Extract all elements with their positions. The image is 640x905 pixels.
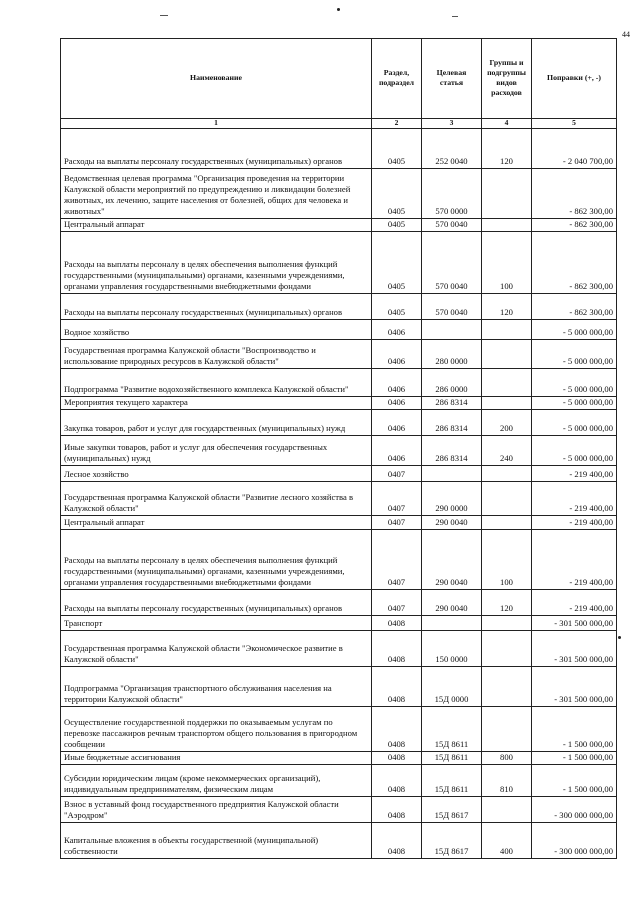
table-row	[61, 752, 617, 765]
header-groups: Группы и подгруппы видов расходов	[482, 39, 532, 119]
cell-name: Капитальные вложения в объекты государственной (муниципальной) собственности	[61, 823, 372, 859]
column-number: 3	[422, 119, 482, 129]
cell-group: 120	[482, 294, 532, 320]
cell-name: Государственная программа Калужской области "Экономическое развитие в Калужской области"	[61, 631, 372, 667]
cell-section: 0405	[372, 129, 422, 169]
cell-amount: - 1 500 000,00	[532, 765, 617, 797]
cell-name: Осуществление государственной поддержки по оказываемым услугам по перевозке пассажиров речным транспортом общего пользования в пригородном сообщении	[61, 707, 372, 752]
cell-amount: - 301 500 000,00	[532, 667, 617, 707]
cell-amount: - 5 000 000,00	[532, 397, 617, 410]
cell-group: 120	[482, 590, 532, 616]
cell-section: 0407	[372, 482, 422, 516]
table-row	[61, 482, 617, 516]
cell-target: 570 0040	[422, 219, 482, 232]
cell-section: 0405	[372, 169, 422, 219]
cell-amount: - 5 000 000,00	[532, 320, 617, 340]
cell-section: 0408	[372, 797, 422, 823]
cell-name: Расходы на выплаты персоналу в целях обеспечения выполнения функций государственными (муниципальными) органами, казенными учреждениями, органами управления государственными внебюджетными фондами	[61, 232, 372, 294]
cell-amount: - 862 300,00	[532, 169, 617, 219]
cell-amount: - 300 000 000,00	[532, 797, 617, 823]
cell-group	[482, 516, 532, 530]
cell-section: 0406	[372, 397, 422, 410]
cell-target: 15Д 8617	[422, 823, 482, 859]
cell-name: Лесное хозяйство	[61, 466, 372, 482]
table-row	[61, 707, 617, 752]
cell-section: 0408	[372, 823, 422, 859]
cell-group	[482, 320, 532, 340]
table-row	[61, 765, 617, 797]
cell-name: Центральный аппарат	[61, 219, 372, 232]
cell-name: Взнос в уставный фонд государственного предприятия Калужской области "Аэродром"	[61, 797, 372, 823]
header-name: Наименование	[61, 39, 372, 119]
cell-group	[482, 219, 532, 232]
cell-name: Государственная программа Калужской области "Развитие лесного хозяйства в Калужской области"	[61, 482, 372, 516]
cell-name: Иные бюджетные ассигнования	[61, 752, 372, 765]
table-row	[61, 590, 617, 616]
cell-target: 15Д 8611	[422, 765, 482, 797]
cell-name: Водное хозяйство	[61, 320, 372, 340]
cell-group	[482, 397, 532, 410]
table-row	[61, 129, 617, 169]
table-row	[61, 397, 617, 410]
cell-target: 286 8314	[422, 410, 482, 436]
cell-name: Закупка товаров, работ и услуг для государственных (муниципальных) нужд	[61, 410, 372, 436]
cell-target: 15Д 0000	[422, 667, 482, 707]
scan-mark	[452, 16, 458, 17]
cell-amount: - 5 000 000,00	[532, 340, 617, 369]
cell-group	[482, 169, 532, 219]
cell-section: 0406	[372, 320, 422, 340]
header-target: Целевая статья	[422, 39, 482, 119]
cell-section: 0408	[372, 631, 422, 667]
table-row	[61, 797, 617, 823]
cell-target: 286 8314	[422, 436, 482, 466]
cell-target: 570 0040	[422, 294, 482, 320]
cell-target	[422, 466, 482, 482]
cell-group: 100	[482, 530, 532, 590]
scan-speck	[618, 636, 621, 639]
cell-section: 0406	[372, 369, 422, 397]
cell-name: Государственная программа Калужской области "Воспроизводство и использование природных ресурсов в Калужской области"	[61, 340, 372, 369]
scan-mark	[160, 15, 168, 16]
page-number: 44	[622, 30, 630, 39]
cell-name: Расходы на выплаты персоналу государственных (муниципальных) органов	[61, 294, 372, 320]
cell-amount: - 219 400,00	[532, 530, 617, 590]
table-row	[61, 169, 617, 219]
cell-section: 0407	[372, 466, 422, 482]
cell-target: 290 0040	[422, 530, 482, 590]
cell-target: 280 0000	[422, 340, 482, 369]
cell-section: 0406	[372, 436, 422, 466]
table-row	[61, 631, 617, 667]
cell-name: Мероприятия текущего характера	[61, 397, 372, 410]
cell-group	[482, 797, 532, 823]
cell-section: 0408	[372, 707, 422, 752]
cell-target: 286 0000	[422, 369, 482, 397]
cell-target: 150 0000	[422, 631, 482, 667]
cell-name: Расходы на выплаты персоналу государственных (муниципальных) органов	[61, 129, 372, 169]
cell-group	[482, 667, 532, 707]
cell-amount: - 300 000 000,00	[532, 823, 617, 859]
table-row	[61, 219, 617, 232]
cell-name: Транспорт	[61, 616, 372, 631]
cell-target: 286 8314	[422, 397, 482, 410]
cell-amount: - 219 400,00	[532, 466, 617, 482]
table-row	[61, 369, 617, 397]
table-row	[61, 232, 617, 294]
header-section: Раздел, подраздел	[372, 39, 422, 119]
cell-amount: - 5 000 000,00	[532, 369, 617, 397]
cell-amount: - 2 040 700,00	[532, 129, 617, 169]
cell-amount: - 5 000 000,00	[532, 410, 617, 436]
scan-speck	[337, 8, 340, 11]
cell-name: Иные закупки товаров, работ и услуг для обеспечения государственных (муниципальных) нужд	[61, 436, 372, 466]
table-row	[61, 823, 617, 859]
cell-group: 240	[482, 436, 532, 466]
budget-amendments-table	[60, 38, 617, 859]
cell-section: 0407	[372, 516, 422, 530]
cell-amount: - 301 500 000,00	[532, 616, 617, 631]
table-row	[61, 516, 617, 530]
cell-group: 400	[482, 823, 532, 859]
cell-amount: - 5 000 000,00	[532, 436, 617, 466]
cell-name: Расходы на выплаты персоналу государственных (муниципальных) органов	[61, 590, 372, 616]
table-row	[61, 667, 617, 707]
cell-amount: - 862 300,00	[532, 294, 617, 320]
cell-group: 800	[482, 752, 532, 765]
cell-group: 120	[482, 129, 532, 169]
cell-section: 0408	[372, 765, 422, 797]
cell-amount: - 862 300,00	[532, 232, 617, 294]
cell-group	[482, 340, 532, 369]
cell-name: Подпрограмма "Развитие водохозяйственного комплекса Калужской области"	[61, 369, 372, 397]
cell-name: Субсидии юридическим лицам (кроме некоммерческих организаций), индивидуальным предпринимателям, физическим лицам	[61, 765, 372, 797]
cell-amount: - 301 500 000,00	[532, 631, 617, 667]
cell-name: Центральный аппарат	[61, 516, 372, 530]
cell-group: 810	[482, 765, 532, 797]
cell-target: 290 0040	[422, 516, 482, 530]
cell-section: 0408	[372, 616, 422, 631]
table-row	[61, 436, 617, 466]
cell-section: 0408	[372, 752, 422, 765]
table-row	[61, 340, 617, 369]
cell-amount: - 219 400,00	[532, 482, 617, 516]
column-number-row	[61, 119, 617, 129]
column-number: 1	[61, 119, 372, 129]
cell-section: 0405	[372, 232, 422, 294]
cell-amount: - 862 300,00	[532, 219, 617, 232]
cell-group: 100	[482, 232, 532, 294]
table-row	[61, 410, 617, 436]
cell-target: 15Д 8617	[422, 797, 482, 823]
cell-target: 252 0040	[422, 129, 482, 169]
column-number: 5	[532, 119, 617, 129]
cell-group	[482, 631, 532, 667]
cell-amount: - 1 500 000,00	[532, 707, 617, 752]
cell-target: 570 0000	[422, 169, 482, 219]
cell-section: 0406	[372, 410, 422, 436]
cell-target: 290 0040	[422, 590, 482, 616]
cell-section: 0407	[372, 530, 422, 590]
cell-target: 15Д 8611	[422, 752, 482, 765]
cell-target	[422, 320, 482, 340]
table-row	[61, 320, 617, 340]
cell-section: 0405	[372, 294, 422, 320]
cell-group	[482, 707, 532, 752]
cell-name: Расходы на выплаты персоналу в целях обеспечения выполнения функций государственными (муниципальными) органами, казенными учреждениями, органами управления государственными внебюджетными фондами	[61, 530, 372, 590]
cell-name: Ведомственная целевая программа "Организация проведения на территории Калужской области мероприятий по предупреждению и ликвидации болезней животных, их лечению, защите населения от болезней, общих для человека и животных"	[61, 169, 372, 219]
table-row	[61, 530, 617, 590]
table-header-row	[61, 39, 617, 119]
table-row	[61, 466, 617, 482]
cell-group	[482, 616, 532, 631]
cell-name: Подпрограмма "Организация транспортного обслуживания населения на территории Калужской области"	[61, 667, 372, 707]
cell-group	[482, 482, 532, 516]
cell-section: 0408	[372, 667, 422, 707]
cell-amount: - 219 400,00	[532, 516, 617, 530]
cell-group	[482, 466, 532, 482]
cell-group	[482, 369, 532, 397]
cell-target: 290 0000	[422, 482, 482, 516]
header-changes: Поправки (+, -)	[532, 39, 617, 119]
cell-group: 200	[482, 410, 532, 436]
cell-section: 0406	[372, 340, 422, 369]
cell-target: 15Д 8611	[422, 707, 482, 752]
cell-amount: - 219 400,00	[532, 590, 617, 616]
cell-section: 0407	[372, 590, 422, 616]
cell-target	[422, 616, 482, 631]
cell-amount: - 1 500 000,00	[532, 752, 617, 765]
cell-target: 570 0040	[422, 232, 482, 294]
table-row	[61, 616, 617, 631]
column-number: 4	[482, 119, 532, 129]
cell-section: 0405	[372, 219, 422, 232]
column-number: 2	[372, 119, 422, 129]
table-row	[61, 294, 617, 320]
